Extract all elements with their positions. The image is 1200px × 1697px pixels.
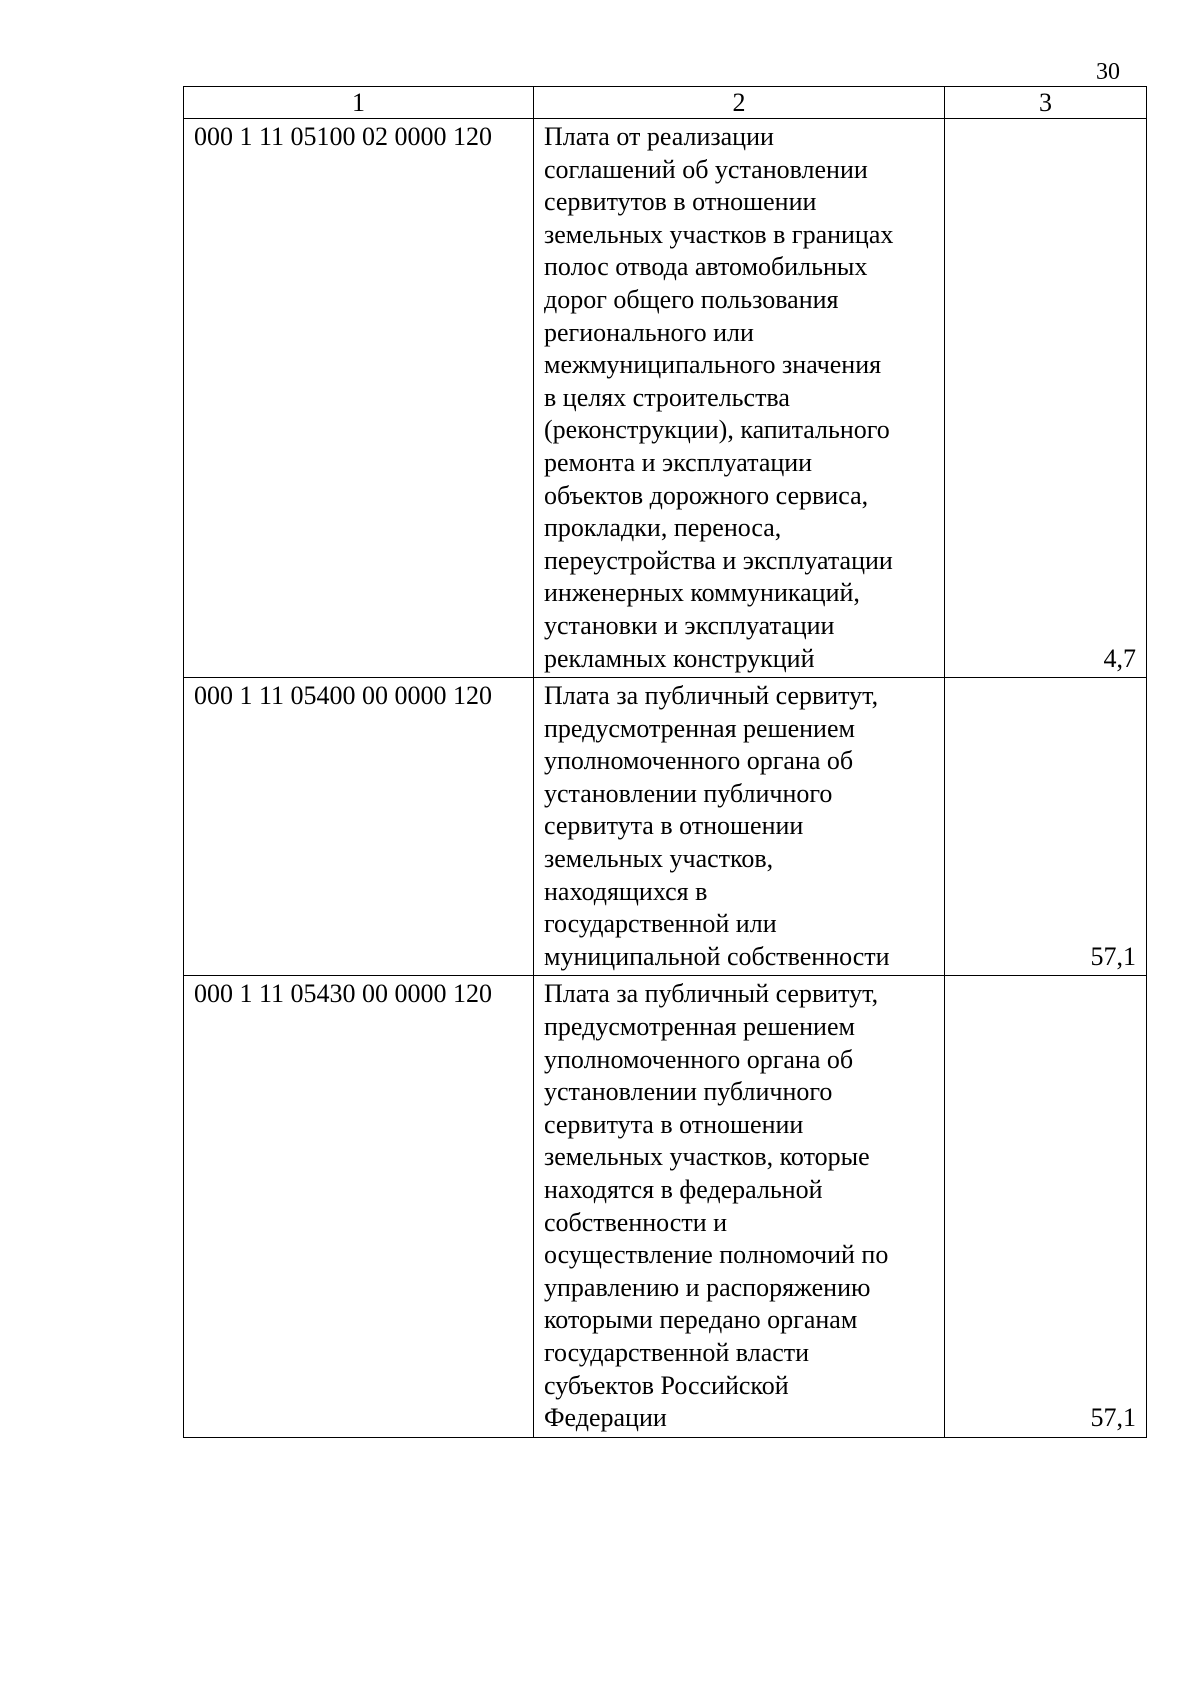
description-line: сервитута в отношении <box>544 1109 804 1139</box>
description-line: ремонта и эксплуатации <box>544 447 813 477</box>
description-line: объектов дорожного сервиса, <box>544 480 869 510</box>
description-line: Плата от реализации <box>544 122 774 151</box>
description-line: собственности и <box>544 1207 728 1237</box>
description-line: государственной власти <box>544 1337 810 1367</box>
description-line: предусмотренная решением <box>544 713 855 743</box>
description-line: которыми передано органам <box>544 1305 858 1335</box>
description-line: Плата за публичный сервитут, <box>544 681 879 711</box>
description-line: субъектов Российской <box>544 1370 789 1400</box>
description-line: дорог общего пользования <box>544 284 839 314</box>
description-line: земельных участков в границах <box>544 219 894 249</box>
description-cell <box>534 976 945 1437</box>
description-line: установки и эксплуатации <box>544 610 835 640</box>
description-line: сервитута в отношении <box>544 811 804 841</box>
description-line: управлению и распоряжению <box>544 1272 871 1302</box>
description-line: в целях строительства <box>544 382 790 412</box>
table-row <box>184 119 1147 678</box>
description-cell <box>534 119 945 678</box>
amount-cell: 57,1 <box>945 976 1147 1437</box>
description-line: государственной или <box>544 909 777 939</box>
description-line: (реконструкции), капитального <box>544 415 890 445</box>
description-line: рекламных конструкций <box>544 643 815 673</box>
budget-code-cell: 000 1 11 05400 00 0000 120 <box>184 678 534 976</box>
header-cell-2: 2 <box>534 87 945 119</box>
description-line: межмуниципального значения <box>544 350 882 380</box>
budget-code-cell: 000 1 11 05430 00 0000 120 <box>184 976 534 1437</box>
page-number: 30 <box>1096 59 1120 85</box>
description-line: переустройства и эксплуатации <box>544 545 893 575</box>
description-line: осуществление полномочий по <box>544 1240 889 1270</box>
description-line: земельных участков, которые <box>544 1142 870 1172</box>
header-cell-1: 1 <box>184 87 534 119</box>
description-line: установлении публичного <box>544 778 833 808</box>
table-header-row <box>184 87 1147 119</box>
description-line: земельных участков, <box>544 844 774 874</box>
description-line: находятся в федеральной <box>544 1175 823 1204</box>
description-line: уполномоченного органа об <box>544 746 854 776</box>
budget-table <box>183 86 1147 1438</box>
table-row <box>184 976 1147 1437</box>
description-line: предусмотренная решением <box>544 1012 855 1042</box>
description-line: Федерации <box>544 1403 667 1433</box>
header-cell-3: 3 <box>945 87 1147 119</box>
description-line: регионального или <box>544 317 754 347</box>
description-line: сервитутов в отношении <box>544 187 817 217</box>
description-line: инженерных коммуникаций, <box>544 578 860 608</box>
description-line: соглашений об установлении <box>544 154 868 184</box>
description-cell <box>534 678 945 976</box>
description-line: прокладки, переноса, <box>544 513 782 543</box>
description-line: полос отвода автомобильных <box>544 252 868 282</box>
description-line: установлении публичного <box>544 1077 833 1107</box>
amount-cell: 4,7 <box>945 119 1147 678</box>
description-line: муниципальной собственности <box>544 941 890 971</box>
table-row <box>184 678 1147 976</box>
description-line: находящихся в <box>544 876 708 906</box>
budget-code-cell: 000 1 11 05100 02 0000 120 <box>184 119 534 678</box>
amount-cell: 57,1 <box>945 678 1147 976</box>
description-line: уполномоченного органа об <box>544 1044 854 1074</box>
description-line: Плата за публичный сервитут, <box>544 979 879 1009</box>
